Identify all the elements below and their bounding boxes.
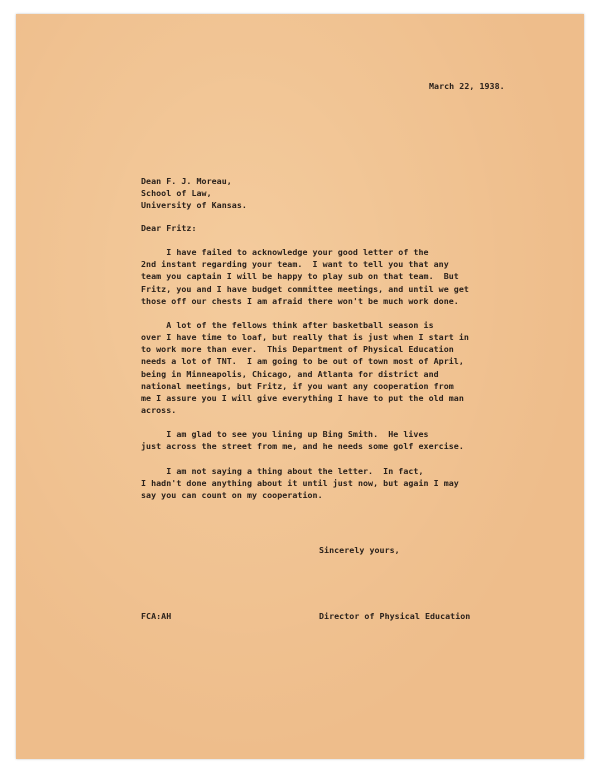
paragraph-line: Fritz, you and I have budget committee meetings, and until we get	[141, 284, 469, 294]
paragraph-line: to work more than ever. This Department of Physical Education	[141, 344, 454, 354]
paragraph-line: across.	[141, 405, 177, 415]
recipient-institution: University of Kansas.	[141, 200, 247, 210]
paragraph-line: 2nd instant regarding your team. I want to tell you that any	[141, 259, 449, 269]
paragraph-line: over I have time to loaf, but really that is just when I start in	[141, 332, 469, 342]
typist-initials: FCA:AH	[141, 611, 172, 621]
signature-title: Director of Physical Education	[319, 611, 471, 621]
paragraph-line: team you captain I will be happy to play sub on that team. But	[141, 271, 459, 281]
paragraph-line: national meetings, but Fritz, if you want any cooperation from	[141, 381, 454, 391]
paragraph-line: me I assure you I will give everything I have to put the old man	[141, 393, 464, 403]
salutation: Dear Fritz:	[141, 223, 197, 233]
paragraph-line: being in Minneapolis, Chicago, and Atlanta for district and	[141, 369, 439, 379]
paragraph-line: those off our chests I am afraid there won't be much work done.	[141, 296, 459, 306]
letter-page	[16, 14, 584, 759]
recipient-department: School of Law,	[141, 188, 212, 198]
paragraph-line: I have failed to acknowledge your good letter of the	[141, 247, 429, 257]
paragraph-line: A lot of the fellows think after basketball season is	[141, 320, 434, 330]
paragraph-line: I hadn't done anything about it until just now, but again I may	[141, 478, 459, 488]
paragraph-line: I am glad to see you lining up Bing Smith. He lives	[141, 429, 429, 439]
recipient-name: Dean F. J. Moreau,	[141, 176, 232, 186]
paragraph-line: I am not saying a thing about the letter. In fact,	[141, 466, 424, 476]
paragraph-line: needs a lot of TNT. I am going to be out of town most of April,	[141, 356, 464, 366]
closing: Sincerely yours,	[319, 545, 400, 555]
paragraph-line: say you can count on my cooperation.	[141, 490, 323, 500]
letter-date: March 22, 1938.	[429, 81, 505, 91]
paragraph-line: just across the street from me, and he needs some golf exercise.	[141, 441, 464, 451]
